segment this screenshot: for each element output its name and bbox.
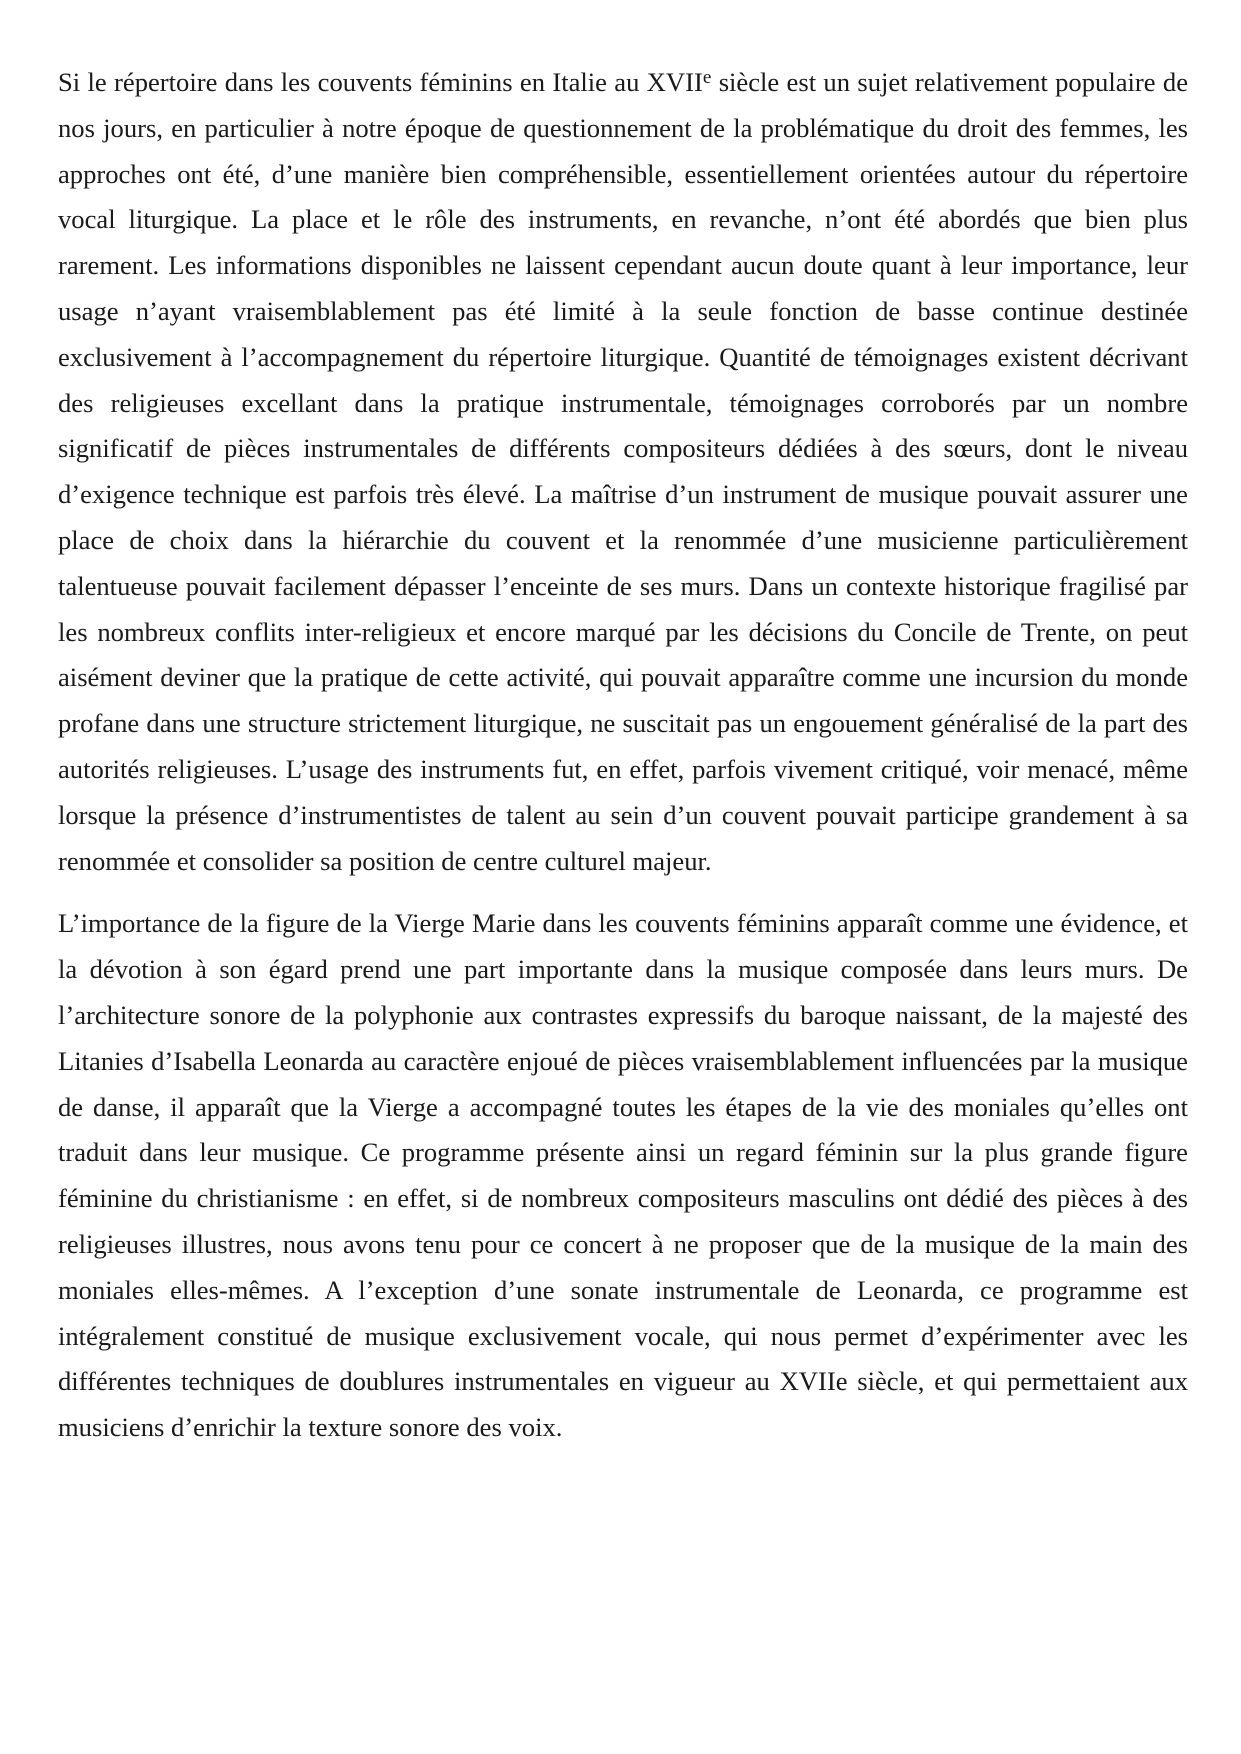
document-page bbox=[58, 60, 1188, 1451]
paragraph-instruments-rest: siècle est un sujet relativement populaire de nos jours, en particulier à notre époque de questionnement de la problématique du droit des femmes, les approches ont été, d’une manière bien compréhensible, essentiellement orientées autour du répertoire vocal liturgique. La place et le rôle des instruments, en revanche, n’ont été abordés que bien plus rarement. Les informations disponibles ne laissent cependant aucun doute quant à leur importance, leur usage n’ayant vraisemblablement pas été limité à la seule fonction de basse continue destinée exclusivement à l’accompagnement du répertoire liturgique. Quantité de témoignages existent décrivant des religieuses excellant dans la pratique instrumentale, témoignages corroborés par un nombre significatif de pièces instrumentales de différents compositeurs dédiées à des sœurs, dont le niveau d’exigence technique est parfois très élevé. La maîtrise d’un instrument de musique pouvait assurer une place de choix dans la hiérarchie du couvent et la renommée d’une musicienne particulièrement talentueuse pouvait facilement dépasser l’enceinte de ses murs. Dans un contexte historique fragilisé par les nombreux conflits inter-religieux et encore marqué par les décisions du Concile de Trente, on peut aisément deviner que la pratique de cette activité, qui pouvait apparaître comme une incursion du monde profane dans une structure strictement liturgique, ne suscitait pas un engouement généralisé de la part des autorités religieuses. L’usage des instruments fut, en effet, parfois vivement critiqué, voir menacé, même lorsque la présence d’instrumentistes de talent au sein d’un couvent pouvait participe grandement à sa renommée et consolider sa position de centre culturel majeur. bbox=[58, 67, 1188, 876]
paragraph-vierge-marie: L’importance de la figure de la Vierge Marie dans les couvents féminins apparaît comme une évidence, et la dévotion à son égard prend une part importante dans la musique composée dans leurs murs. De l’architecture sonore de la polyphonie aux contrastes expressifs du baroque naissant, de la majesté des Litanies d’Isabella Leonarda au caractère enjoué de pièces vraisemblablement influencées par la musique de danse, il apparaît que la Vierge a accompagné toutes les étapes de la vie des moniales qu’elles ont traduit dans leur musique. Ce programme présente ainsi un regard féminin sur la plus grande figure féminine du christianisme : en effet, si de nombreux compositeurs masculins ont dédié des pièces à des religieuses illustres, nous avons tenu pour ce concert à ne proposer que de la musique de la main des moniales elles-mêmes. A l’exception d’une sonate instrumentale de Leonarda, ce programme est intégralement constitué de musique exclusivement vocale, qui nous permet d’expérimenter avec les différentes techniques de doublures instrumentales en vigueur au XVIIe siècle, et qui permettaient aux musiciens d’enrichir la texture sonore des voix. bbox=[58, 908, 1188, 1443]
paragraph-instruments bbox=[58, 60, 1188, 884]
paragraph-instruments-start: Si le répertoire dans les couvents féminins en Italie au XVII bbox=[58, 67, 703, 97]
century-superscript: e bbox=[702, 66, 712, 88]
